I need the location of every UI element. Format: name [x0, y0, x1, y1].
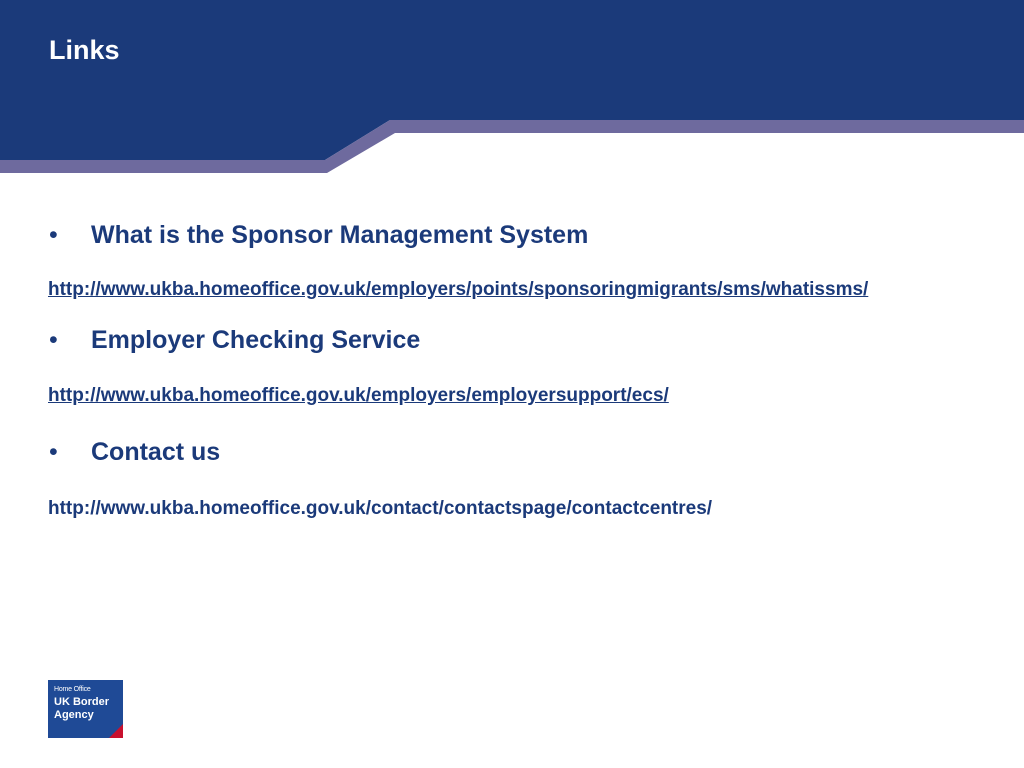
logo-uk-border-text: UK Border	[54, 696, 110, 708]
logo-home-office-text: Home Office	[54, 686, 91, 693]
bullet-heading-sponsor-management: • What is the Sponsor Management System	[48, 218, 978, 252]
uk-border-agency-logo	[48, 680, 123, 738]
links-list	[48, 218, 978, 521]
link-sponsor-management-system[interactable]: http://www.ukba.homeoffice.gov.uk/employers/points/sponsoringmigrants/sms/whatissms/	[48, 279, 869, 300]
slide-title: Links	[49, 35, 120, 65]
logo-red-corner	[109, 724, 123, 738]
bullet-heading-employer-checking: • Employer Checking Service	[48, 323, 978, 357]
header-shape	[0, 0, 1024, 175]
bullet-heading-contact-us: • Contact us	[48, 435, 978, 469]
link-employer-checking-service[interactable]: http://www.ukba.homeoffice.gov.uk/employers/employersupport/ecs/	[48, 385, 669, 406]
link-contact-us[interactable]: http://www.ukba.homeoffice.gov.uk/contact/contactspage/contactcentres/	[48, 498, 713, 519]
header-banner	[0, 0, 1024, 175]
logo-agency-text: Agency	[54, 709, 94, 721]
